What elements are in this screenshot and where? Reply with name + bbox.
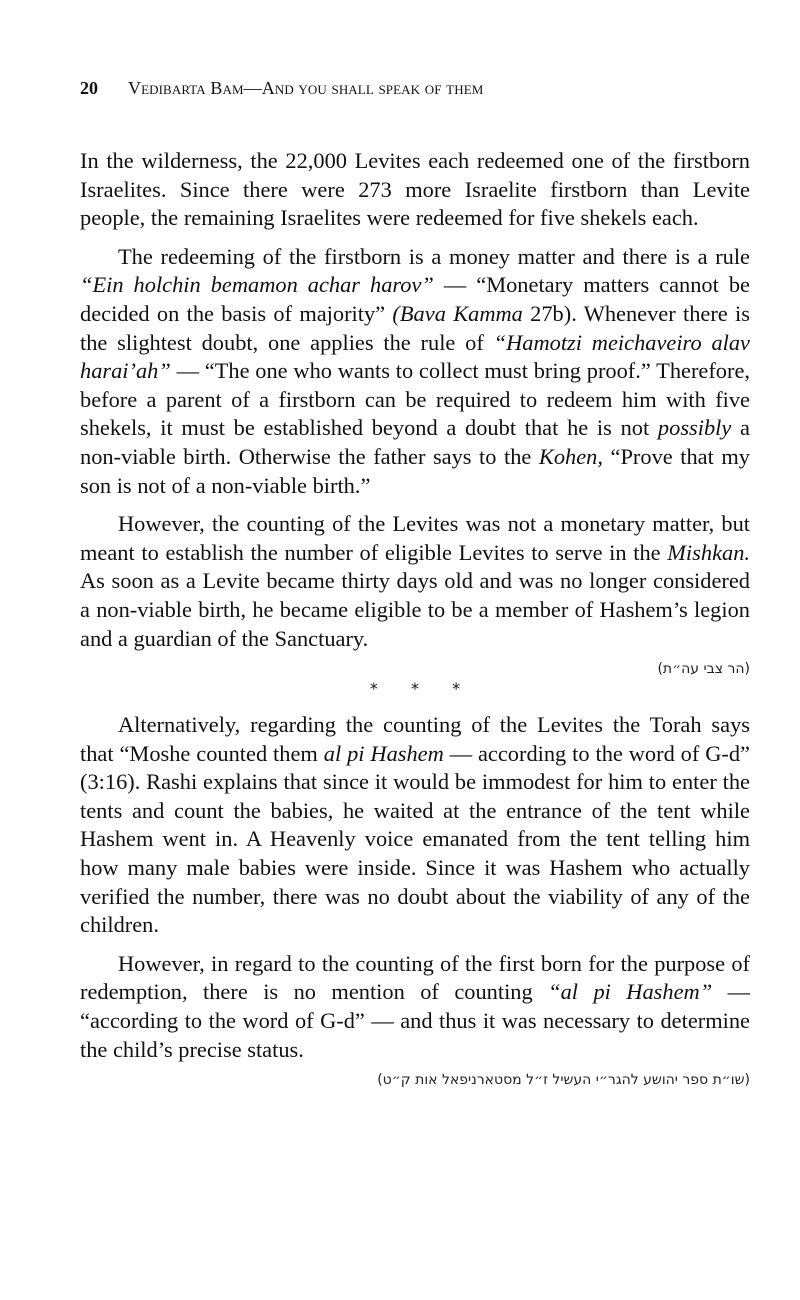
italic-term: Mishkan. — [667, 539, 750, 565]
text-run: “Prove that my son is not of a non-viable birth.” — [80, 443, 750, 498]
italic-term: “Hamotzi meichaveiro alav harai’ah” — [80, 329, 750, 384]
text-run: As soon as a Levite became thirty days old and was no longer considered a non-viable birth, he became eligible to be a member of Hashem’s legion and a guardian of the Sanctuary. — [80, 568, 750, 651]
italic-term: “Ein holchin bemamon achar harov” — [80, 272, 434, 298]
paragraph-1 — [80, 147, 750, 233]
paragraph-4 — [80, 711, 750, 940]
text-run: a non-viable birth. Otherwise the father says to the — [80, 415, 750, 469]
book-title: Vedibarta Bam—And you shall speak of them — [128, 78, 484, 98]
text-run: 27b). Whenever there is the slightest doubt, one applies the rule of — [80, 300, 750, 355]
italic-term: possibly — [657, 415, 732, 441]
paragraph-3 — [80, 510, 750, 653]
paragraph-5 — [80, 950, 750, 1064]
text-run: However, in regard to the counting of the first born for the purpose of redemption, there is no mention of counting — [80, 950, 750, 1005]
text-run: In the wilderness, the 22,000 Levites each redeemed one of the firstborn Israelites. Since there were 273 more Israelite firstborn than Levite people, the remaining Israelites were redeemed for five shekels each. — [80, 148, 750, 231]
text-run: — “The one who wants to collect must bring proof.” Therefore, before a parent of a firstborn can be required to redeem him with five shekels, it must be established beyond a doubt that he is not — [80, 358, 750, 441]
paragraph-2 — [80, 243, 750, 500]
text-run: — “according to the word of G-d” — and thus it was necessary to determine the child’s precise status. — [80, 979, 750, 1062]
italic-term: al pi Hashem — [323, 740, 444, 766]
text-run: However, the counting of the Levites was not a monetary matter, but meant to establish the number of eligible Levites to serve in the — [80, 511, 750, 565]
italic-term: Kohen, — [538, 443, 603, 469]
text-run: — according to the word of G-d” (3:16). Rashi explains that since it would be immodest for him to enter the tents and count the babies, he waited at the entrance of the tent while Hashem went in. A Heavenly voice emanated from the tent telling him how many male babies were inside. Since it was Hashem who actually verified the number, there was no doubt about the viability of any of the children. — [80, 740, 750, 938]
source-citation-2: (שו״ת ספר יהושע להגר״י העשיל ז״ל מסטארניפאל אות ק״ט) — [377, 1072, 750, 1089]
running-header — [80, 76, 750, 100]
italic-term: (Bava Kamma — [392, 300, 523, 326]
page-number: 20 — [80, 78, 98, 98]
body-text — [80, 147, 750, 1090]
text-run: — “Monetary matters cannot be decided on the basis of majority” — [80, 272, 750, 326]
section-separator: * * * — [369, 679, 475, 699]
source-citation-1: (הר צבי עה״ת) — [657, 661, 750, 678]
italic-term: “al pi Hashem” — [548, 979, 713, 1005]
text-run: Alternatively, regarding the counting of the Levites the Torah says that “Moshe counted them — [80, 712, 750, 766]
text-run: The redeeming of the firstborn is a money matter and there is a rule — [118, 243, 750, 269]
